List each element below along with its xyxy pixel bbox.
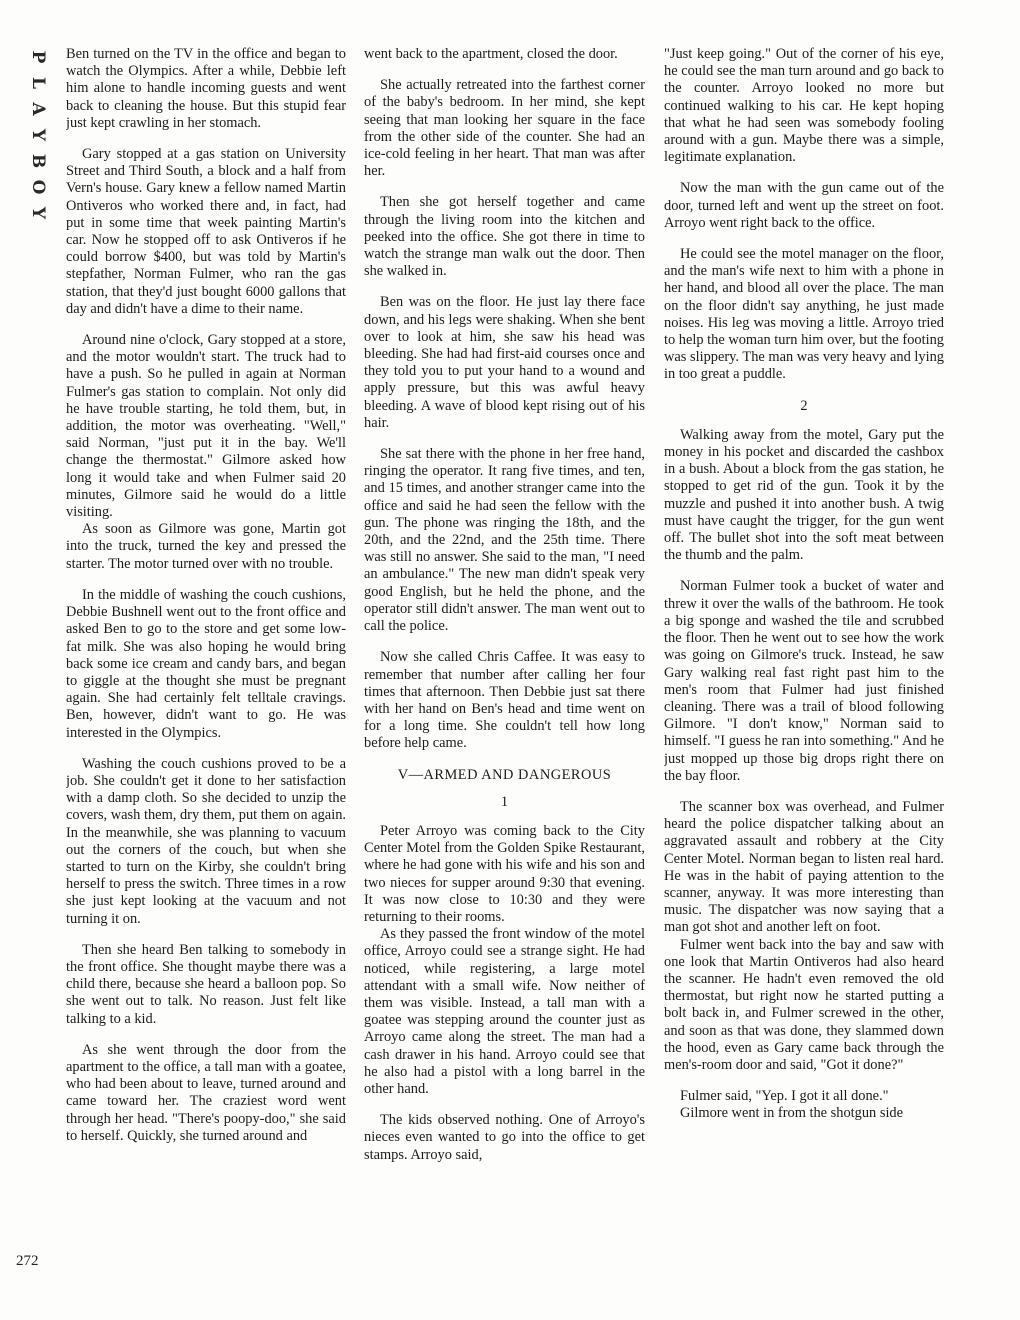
- paragraph: Norman Fulmer took a bucket of water and threw it over the walls of the bathroom. He took a big sponge and washed the tile and scrubbed the floor. Then he went out to see how the work was going on Gilmore's truck. Instead, he saw Gary walking real fast right past him to the men's room that Fulmer had just finished cleaning. There was a trail of blood following Gilmore. "I don't know," Norman said to himself. "I guess he ran into something." And he just mopped up those big drops right there on the bay floor.: [664, 578, 944, 784]
- paragraph: Then she heard Ben talking to somebody in the front office. She thought maybe there was a child there, because she heard a balloon pop. So she went out to talk. No reason. Just felt like talking to a kid.: [66, 941, 346, 1027]
- paragraph: went back to the apartment, closed the door.: [364, 46, 618, 62]
- section-heading: V—ARMED AND DANGEROUS: [397, 766, 612, 783]
- masthead-letter: L: [28, 77, 48, 89]
- masthead-letter: A: [28, 102, 48, 116]
- magazine-masthead: [26, 44, 50, 226]
- paragraph: "Just keep going." Out of the corner of his eye, he could see the man turn around and go back to the counter. Arroyo looked no more but continued walking to his car. He kept hoping that what he had seen was somebody fooling around with a gun. Maybe there was a simple, legitimate explanation.: [664, 46, 944, 166]
- section-number: 2: [800, 397, 808, 414]
- paragraph: She sat there with the phone in her free hand, ringing the operator. It rang five times, and ten, and 15 times, and another stranger came into the office and said he had seen the fellow with the gun. The phone was ringing the 18th, and the 20th, and the 22nd, and the 25th time. There was still no answer. She said to the man, "I need an ambulance." The new man didn't speak very good English, but he held the phone, and the operator still didn't answer. The man went out to call the police.: [364, 446, 645, 635]
- paragraph: The scanner box was overhead, and Fulmer heard the police dispatcher talking about an aggravated assault and robbery at the City Center Motel. Norman began to listen real hard. He was in the habit of paying attention to the scanner, anyway. It was more interesting than music. The dispatcher was now saying that a man got shot and another left on foot.: [664, 798, 944, 936]
- paragraph: Now she called Chris Caffee. It was easy to remember that number after calling her four times that afternoon. Then Debbie just sat there with her hand on Ben's head and time went on for a long time. She couldn't tell how long before help came.: [364, 649, 645, 752]
- paragraph: As they passed the front window of the motel office, Arroyo could see a strange sight. He had noticed, while registering, a large motel attendant with a small wife. Now neither of them was visible. Instead, a tall man with a goatee was stepping around the counter just as Arroyo came along the street. The man had a cash drawer in his hand. Arroyo could see that he also had a pistol with a long barrel in the other hand.: [364, 926, 645, 1097]
- article-column-1: [66, 46, 346, 1286]
- paragraph: Gary stopped at a gas station on University Street and Third South, a block and a half from Vern's house. Gary knew a fellow named Martin Ontiveros who worked there and, in fact, had put in some time that week painting Martin's car. Now he stopped off to ask Ontiveros if he could borrow $400, but was told by Martin's stepfather, Norman Fulmer, who ran the gas station, that they'd just bought 6000 gallons that day and didn't have a dime to their name.: [66, 146, 346, 317]
- section-number: 1: [500, 793, 509, 810]
- paragraph: Washing the couch cushions proved to be a job. She couldn't get it done to her satisfaction with a damp cloth. So she decided to unzip the covers, wash them, dry them, put them on again. In the meanwhile, she was planning to vacuum out the corners of the couch, but when she started to turn on the Kirby, she couldn't bring herself to press the switch. Three times in a row she just kept looking at the vacuum and not turning it on.: [66, 755, 346, 927]
- paragraph: Then she got herself together and came through the living room into the kitchen and peeked into the office. She got there in time to watch the strange man walk out the door. Then she walked in.: [364, 194, 645, 280]
- paragraph: Ben turned on the TV in the office and began to watch the Olympics. After a while, Debbie left him alone to handle incoming guests and went back to cleaning the house. But this stupid fear just kept crawling in her stomach.: [66, 46, 346, 131]
- article-column-3: [664, 46, 944, 1286]
- paragraph: In the middle of washing the couch cushions, Debbie Bushnell went out to the front office and asked Ben to go to the store and get some low-fat milk. She was also hoping he would bring back some ice cream and candy bars, and began to giggle at the thought she must be pregnant again. She had certainly felt telltale cravings. Ben, however, didn't want to go. He was interested in the Olympics.: [66, 586, 346, 741]
- article-column-2: [364, 46, 645, 1286]
- paragraph: As she went through the door from the apartment to the office, a tall man with a goatee, who had been about to leave, turned around and came toward her. The craziest word went through her head. "There's poopy-doo," she said to herself. Quickly, she turned around and: [66, 1041, 346, 1144]
- masthead-letter: Y: [28, 128, 48, 142]
- paragraph: Fulmer went back into the bay and saw with one look that Martin Ontiveros had also heard the scanner. He hadn't even removed the old thermostat, but right now he started putting a bolt back in, and Fulmer screwed in the other, and soon as that was done, they slammed down the hood, even as Gary came back through the men's-room door and said, "Got it done?": [664, 936, 944, 1073]
- paragraph: She actually retreated into the farthest corner of the baby's bedroom. In her mind, she kept seeing that man looking her square in the face from the other side of the counter. She had an ice-cold feeling in her heart. That man was after her.: [364, 77, 645, 180]
- paragraph: Around nine o'clock, Gary stopped at a store, and the motor wouldn't start. The truck had to have a push. So he pulled in again at Norman Fulmer's gas station to complain. Not only did he have trouble starting, he told them, but, in addition, the motor was overheating. "Well," said Norman, "just put it in the bay. We'll change the thermostat." Gilmore asked how long it would take and when Fulmer said 20 minutes, Gilmore said he would do a little visiting.: [66, 332, 346, 521]
- paragraph: As soon as Gilmore was gone, Martin got into the truck, turned the key and pressed the starter. The motor turned over with no trouble.: [66, 521, 346, 572]
- paragraph: Peter Arroyo was coming back to the City Center Motel from the Golden Spike Restaurant, where he had gone with his wife and his son and two nieces for supper around 9:30 that evening. It was now close to 10:30 and they were returning to their rooms.: [364, 822, 645, 925]
- paragraph: The kids observed nothing. One of Arroyo's nieces even wanted to go into the office to get stamps. Arroyo said,: [364, 1112, 645, 1163]
- paragraph: Walking away from the motel, Gary put the money in his pocket and discarded the cashbox in a bush. About a block from the gas station, he stopped to get rid of the gun. Took it by the muzzle and pushed it into another bush. A twig must have caught the trigger, for the gun went off. The bullet shot into the soft meat between the thumb and the palm.: [664, 426, 944, 564]
- paragraph: Gilmore went in from the shotgun side: [680, 1105, 904, 1122]
- paragraph: He could see the motel manager on the floor, and the man's wife next to him with a phone in her hand, and blood all over the place. The man on the floor didn't say anything, he just made noises. His leg was moving a little. Arroyo tried to help the woman turn him over, but the footing was slippery. The man was very heavy and lying in too great a puddle.: [664, 246, 944, 383]
- masthead-letter: P: [28, 50, 48, 64]
- page-number: 272: [16, 1253, 39, 1269]
- masthead-letter: B: [28, 153, 48, 169]
- masthead-letter: Y: [28, 206, 48, 220]
- paragraph: Fulmer said, "Yep. I got it all done.": [680, 1088, 889, 1105]
- paragraph: Now the man with the gun came out of the door, turned left and went up the street on foot. Arroyo went right back to the office.: [664, 180, 944, 231]
- masthead-letter: O: [28, 179, 48, 195]
- paragraph: Ben was on the floor. He just lay there face down, and his legs were shaking. When she bent over to look at him, she saw his head was bleeding. She had had first-aid courses once and they told you to put your hand to a wound and apply pressure, but this was awful heavy bleeding. A wave of blood kept rising out of his hair.: [364, 294, 645, 431]
